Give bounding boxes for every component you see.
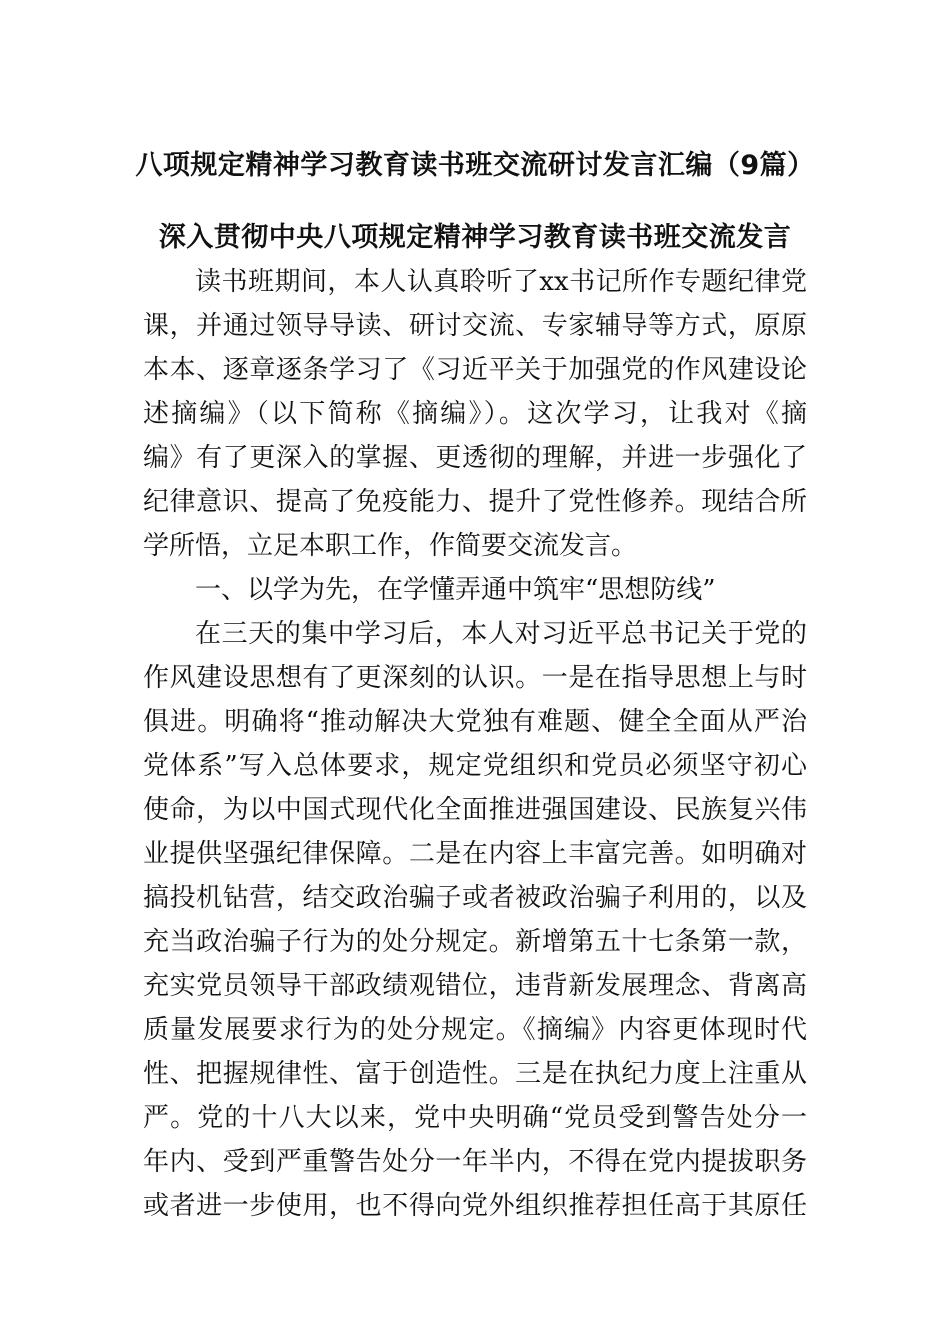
body-line-21: 年内、受到严重警告处分一年半内，不得在党内提拔职务	[143, 1147, 807, 1177]
body-line-20: 严。党的十八大以来，党中央明确“党员受到警告处分一	[143, 1103, 807, 1133]
body-line-16: 充当政治骗子行为的处分规定。新增第五十七条第一款，	[143, 927, 807, 957]
body-line-10: 作风建设思想有了更深刻的认识。一是在指导思想上与时	[143, 663, 807, 693]
body-line-7: 学所悟，立足本职工作，作简要交流发言。	[143, 531, 638, 561]
body-line-3: 本本、逐章逐条学习了《习近平关于加强党的作风建设论	[143, 355, 807, 385]
subheading-1: 一、以学为先，在学懂弄通中筑牢“思想防线”	[195, 575, 716, 605]
document-title: 八项规定精神学习教育读书班交流研讨发言汇编（9篇）	[135, 150, 815, 181]
body-line-6: 纪律意识、提高了免疫能力、提升了党性修养。现结合所	[143, 487, 807, 517]
body-line-1: 读书班期间，本人认真聆听了xx书记所作专题纪律党	[195, 267, 807, 297]
body-line-14: 业提供坚强纪律保障。二是在内容上丰富完善。如明确对	[143, 839, 807, 869]
section-title: 深入贯彻中央八项规定精神学习教育读书班交流发言	[158, 222, 792, 253]
body-line-15: 搞投机钻营，结交政治骗子或者被政治骗子利用的，以及	[143, 883, 807, 913]
body-line-9: 在三天的集中学习后，本人对习近平总书记关于党的	[195, 619, 807, 649]
body-line-18: 质量发展要求行为的处分规定。《摘编》内容更体现时代	[143, 1015, 807, 1045]
body-line-5: 编》有了更深入的掌握、更透彻的理解，并进一步强化了	[143, 443, 807, 473]
body-line-22: 或者进一步使用，也不得向党外组织推荐担任高于其原任	[143, 1191, 807, 1221]
body-line-19: 性、把握规律性、富于创造性。三是在执纪力度上注重从	[143, 1059, 807, 1089]
body-line-11: 俱进。明确将“推动解决大党独有难题、健全全面从严治	[143, 707, 807, 737]
body-line-17: 充实党员领导干部政绩观错位，违背新发展理念、背离高	[143, 971, 807, 1001]
body-line-2: 课，并通过领导导读、研讨交流、专家辅导等方式，原原	[143, 311, 807, 341]
body-line-13: 使命，为以中国式现代化全面推进强国建设、民族复兴伟	[143, 795, 807, 825]
body-line-4: 述摘编》（以下简称《摘编》）。这次学习，让我对《摘	[143, 399, 807, 429]
body-line-12: 党体系”写入总体要求，规定党组织和党员必须坚守初心	[143, 751, 807, 781]
